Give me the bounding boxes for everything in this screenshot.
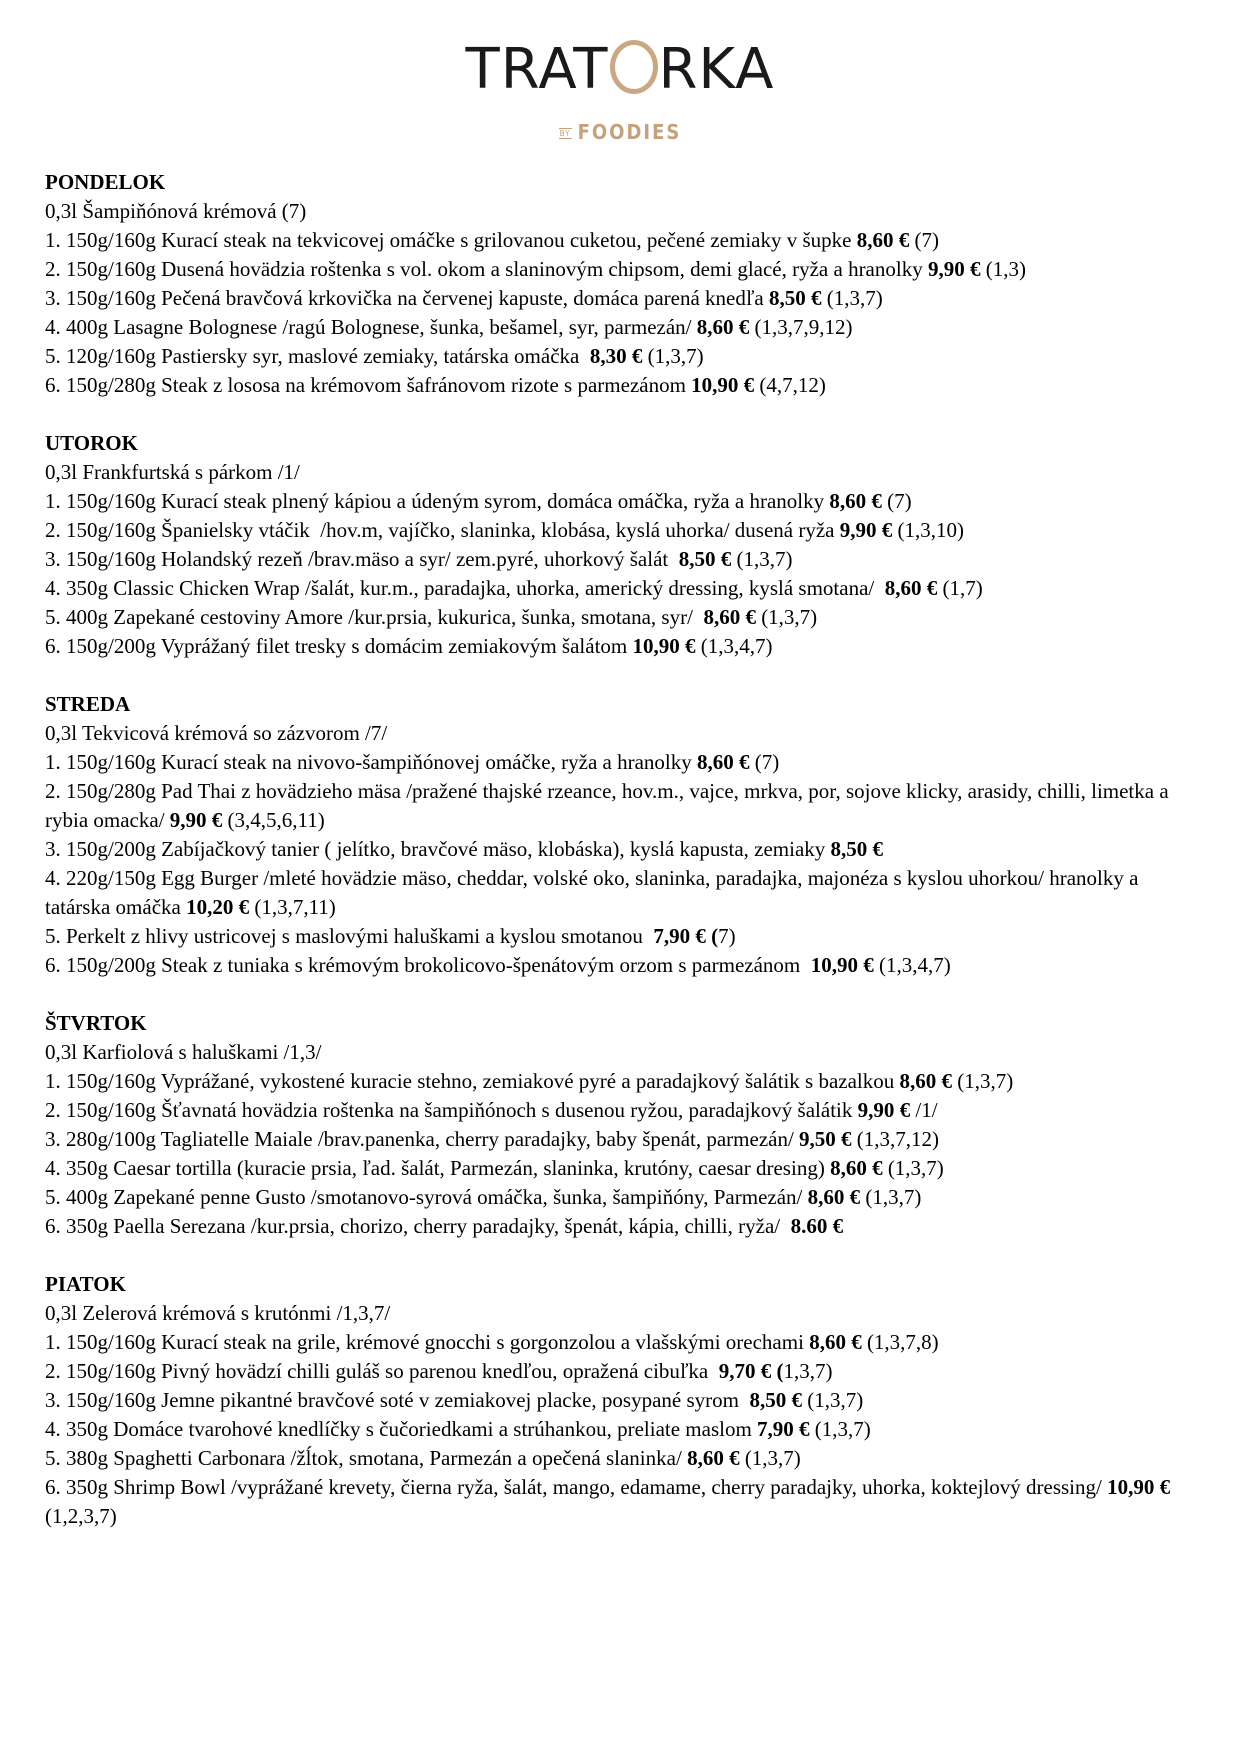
- menu-item: [45, 1183, 1205, 1212]
- menu-item-text: 1. 150g/160g Vyprážané, vykostené kuracie stehno, zemiakové pyré a paradajkový šalátik s bazalkou: [45, 1069, 900, 1093]
- day-title: ŠTVRTOK: [45, 1011, 147, 1035]
- menu-item-allergens: (3,4,5,6,11): [222, 808, 325, 832]
- menu-item-text: 2. 150g/160g Dusená hovädzia roštenka s vol. okom a slaninovým chipsom, demi glacé, ryža a hranolky: [45, 257, 928, 281]
- menu-item-price: 8,60 €: [703, 605, 756, 629]
- brand-left: TRAT: [465, 37, 609, 102]
- menu-item-allergens: (1,3,7,12): [851, 1127, 940, 1151]
- brand-right: RKA: [658, 37, 775, 102]
- menu-item: [45, 864, 1205, 922]
- menu-item: [45, 1125, 1205, 1154]
- menu-item-text: 2. 150g/160g Pivný hovädzí chilli guláš so parenou knedľou, opražená cibuľka: [45, 1359, 719, 1383]
- menu-item-price: 8,60 €: [687, 1446, 740, 1470]
- menu-item-text: 6. 150g/200g Steak z tuniaka s krémovým brokolicovo-špenátovým orzom s parmezánom: [45, 953, 811, 977]
- menu-item-text: 3. 150g/160g Pečená bravčová krkovička na červenej kapuste, domáca parená knedľa: [45, 286, 769, 310]
- soup-line: 0,3l Šampiňónová krémová (7): [45, 199, 307, 223]
- menu-item-allergens: (1,3,7): [755, 605, 818, 629]
- menu-item-allergens: (1,3,7,9,12): [749, 315, 853, 339]
- menu-item-allergens: (1,3,7,11): [249, 895, 336, 919]
- day-section: [45, 690, 1205, 980]
- menu-item-price: 9,90 €: [927, 257, 981, 281]
- menu-item-text: 2. 150g/160g Šťavnatá hovädzia roštenka na šampiňónoch s dusenou ryžou, paradajkový šalátik: [45, 1098, 858, 1122]
- soup-line: 0,3l Tekvicová krémová so zázvorom /7/: [45, 721, 388, 745]
- menu-item-allergens: (1,3,10): [892, 518, 964, 542]
- menu-item: [45, 1357, 1205, 1386]
- menu-item: [45, 1067, 1205, 1096]
- menu-item-allergens: (1,7): [937, 576, 983, 600]
- menu-item-allergens: (1,3,7): [801, 1388, 864, 1412]
- brand-subtitle: [0, 120, 1240, 144]
- soup-line: 0,3l Zelerová krémová s krutónmi /1,3,7/: [45, 1301, 391, 1325]
- menu-item: [45, 1096, 1205, 1125]
- menu-item: [45, 1386, 1205, 1415]
- menu-item-allergens: (7): [749, 750, 780, 774]
- menu-item-price: 7,90 € (: [653, 924, 719, 948]
- menu-item-price: 9,50 €: [799, 1127, 852, 1151]
- menu-item: [45, 603, 1205, 632]
- menu-item: [45, 1473, 1205, 1531]
- day-title: PIATOK: [45, 1272, 126, 1296]
- soup-line: 0,3l Karfiolová s haluškami /1,3/: [45, 1040, 322, 1064]
- menu-item: [45, 371, 1205, 400]
- menu-item-allergens: (7): [881, 489, 912, 513]
- day-section: [45, 168, 1205, 400]
- logo: [0, 38, 1240, 144]
- day-title: UTOROK: [45, 431, 138, 455]
- menu-item: [45, 632, 1205, 661]
- menu-item-price: 8,60 €: [899, 1069, 952, 1093]
- menu-item: [45, 922, 1205, 951]
- brand-o-ring: [610, 40, 658, 94]
- menu-item: [45, 1154, 1205, 1183]
- menu-item-allergens: (1,3,7): [821, 286, 883, 310]
- menu-item: [45, 255, 1205, 284]
- menu-item-allergens: (1,3,4,7): [873, 953, 951, 977]
- menu-item: [45, 516, 1205, 545]
- menu-item-text: 6. 350g Paella Serezana /kur.prsia, chorizo, cherry paradajky, špenát, kápia, chilli, ryža/: [45, 1214, 791, 1238]
- menu-item-price: 9,90 €: [839, 518, 893, 542]
- menu-item-price: 9,90 €: [169, 808, 223, 832]
- menu-item-text: 5. 120g/160g Pastiersky syr, maslové zemiaky, tatárska omáčka: [45, 344, 590, 368]
- menu-item-text: 1. 150g/160g Kurací steak na tekvicovej omáčke s grilovanou cuketou, pečené zemiaky v šupke: [45, 228, 857, 252]
- menu-item: [45, 1328, 1205, 1357]
- menu-item-text: 4. 400g Lasagne Bolognese /ragú Bolognese, šunka, bešamel, syr, parmezán/: [45, 315, 697, 339]
- menu-item-text: 4. 350g Domáce tvarohové knedlíčky s čučoriedkami a strúhankou, preliate maslom: [45, 1417, 758, 1441]
- menu-item-price: 8,60 €: [829, 489, 882, 513]
- menu-item: [45, 1212, 1205, 1241]
- menu-item: [45, 748, 1205, 777]
- menu-item: [45, 545, 1205, 574]
- menu-item-price: 8,60 €: [696, 315, 750, 339]
- menu-item-text: 5. 400g Zapekané penne Gusto /smotanovo-syrová omáčka, šunka, šampiňóny, Parmezán/: [45, 1185, 808, 1209]
- menu-item: [45, 313, 1205, 342]
- menu-item-price: 8,30 €: [589, 344, 643, 368]
- day-section: [45, 1009, 1205, 1241]
- brand-wordmark: [466, 38, 775, 102]
- menu-item-price: 8,60 €: [884, 576, 938, 600]
- menu-item-allergens: (1,2,3,7): [45, 1475, 1176, 1528]
- menu-item-text: 6. 350g Shrimp Bowl /vyprážané krevety, čierna ryža, šalát, mango, edamame, cherry paradajky, uhorka, koktejlový dressing/: [45, 1475, 1108, 1499]
- menu-item: [45, 951, 1205, 980]
- menu-item-price: 10,90 €: [691, 373, 755, 397]
- menu-item: [45, 777, 1205, 835]
- menu-item-price: 8,50 €: [830, 837, 884, 861]
- menu-item: [45, 342, 1205, 371]
- menu-item-text: 2. 150g/280g Pad Thai z hovädzieho mäsa /pražené thajské rzeance, hov.m., vajce, mrkva, por, sojove klicky, arasidy, chilli, limetka a rybia omacka/: [45, 779, 1174, 832]
- menu-item-text: 3. 280g/100g Tagliatelle Maiale /brav.panenka, cherry paradajky, baby špenát, parmezán/: [45, 1127, 800, 1151]
- soup-line: 0,3l Frankfurtská s párkom /1/: [45, 460, 300, 484]
- menu-item-allergens: (1,3,7): [642, 344, 704, 368]
- menu-item-price: 8,60 €: [807, 1185, 861, 1209]
- menu-item-allergens: (1,3): [980, 257, 1026, 281]
- menu-item-allergens: 1,3,7): [783, 1359, 833, 1383]
- menu-item: [45, 1444, 1205, 1473]
- day-title: PONDELOK: [45, 170, 166, 194]
- menu-item-allergens: (1,3,7): [809, 1417, 871, 1441]
- menu-item-allergens: (1,3,7): [952, 1069, 1014, 1093]
- weekly-menu: [45, 168, 1205, 1560]
- menu-item-price: 8,60 €: [856, 228, 910, 252]
- brand-by: BY: [559, 129, 571, 138]
- menu-item-price: 8,60 €: [809, 1330, 862, 1354]
- menu-item-text: 3. 150g/160g Holandský rezeň /brav.mäso a syr/ zem.pyré, uhorkový šalát: [45, 547, 679, 571]
- menu-item: [45, 1415, 1205, 1444]
- brand-foodies: FOODIES: [577, 120, 682, 144]
- menu-item-allergens: (1,3,7): [860, 1185, 922, 1209]
- menu-item-price: 8,50 €: [768, 286, 822, 310]
- day-title: STREDA: [45, 692, 131, 716]
- menu-item-allergens: (1,3,7,8): [861, 1330, 939, 1354]
- menu-item-price: 8,60 €: [830, 1156, 883, 1180]
- menu-item-text: 6. 150g/280g Steak z lososa na krémovom šafránovom rizote s parmezánom: [45, 373, 692, 397]
- menu-item-price: 7,90 €: [757, 1417, 810, 1441]
- menu-item-text: 4. 350g Classic Chicken Wrap /šalát, kur.m., paradajka, uhorka, americký dressing, kyslá smotana/: [45, 576, 885, 600]
- menu-item-text: 2. 150g/160g Španielsky vtáčik /hov.m, vajíčko, slaninka, klobása, kyslá uhorka/ dusená ryža: [45, 518, 840, 542]
- menu-item-price: 8.60 €: [790, 1214, 844, 1238]
- menu-item-price: 10,90 €: [810, 953, 874, 977]
- menu-item: [45, 226, 1205, 255]
- menu-item-text: 5. 400g Zapekané cestoviny Amore /kur.prsia, kukurica, šunka, smotana, syr/: [45, 605, 704, 629]
- menu-item-allergens: /1/: [910, 1098, 938, 1122]
- menu-item-price: 8,60 €: [696, 750, 750, 774]
- menu-item: [45, 284, 1205, 313]
- menu-item-allergens: (1,3,4,7): [695, 634, 773, 658]
- menu-item-text: 1. 150g/160g Kurací steak na grile, krémové gnocchi s gorgonzolou a vlašskými orechami: [45, 1330, 810, 1354]
- day-section: [45, 429, 1205, 661]
- menu-item-allergens: (1,3,7): [739, 1446, 801, 1470]
- menu-item-text: 4. 350g Caesar tortilla (kuracie prsia, ľad. šalát, Parmezán, slaninka, krutóny, caesar dresing): [45, 1156, 831, 1180]
- menu-item-text: 5. 380g Spaghetti Carbonara /žĺtok, smotana, Parmezán a opečená slaninka/: [45, 1446, 688, 1470]
- menu-item-text: 6. 150g/200g Vyprážaný filet tresky s domácim zemiakovým šalátom: [45, 634, 633, 658]
- menu-item-allergens: (7): [909, 228, 939, 252]
- menu-item-text: 3. 150g/160g Jemne pikantné bravčové soté v zemiakovej placke, posypané syrom: [45, 1388, 750, 1412]
- menu-item-text: 4. 220g/150g Egg Burger /mleté hovädzie mäso, cheddar, volské oko, slaninka, paradajka, majonéza s kyslou uhorkou/ hranolky a tatárska omáčka: [45, 866, 1144, 919]
- day-section: [45, 1270, 1205, 1531]
- menu-item-price: 10,90 €: [632, 634, 696, 658]
- menu-item-allergens: 7): [718, 924, 736, 948]
- menu-item-price: 9,90 €: [857, 1098, 911, 1122]
- menu-item-text: 1. 150g/160g Kurací steak na nivovo-šampiňónovej omáčke, ryža a hranolky: [45, 750, 697, 774]
- menu-item-allergens: (1,3,7): [882, 1156, 944, 1180]
- menu-item-price: 10,90 €: [1107, 1475, 1171, 1499]
- menu-item-price: 10,20 €: [186, 895, 250, 919]
- menu-item: [45, 487, 1205, 516]
- menu-item-price: 9,70 € (: [718, 1359, 784, 1383]
- menu-item-text: 3. 150g/200g Zabíjačkový tanier ( jelítko, bravčové mäso, klobáska), kyslá kapusta, zemiaky: [45, 837, 831, 861]
- menu-item-allergens: (4,7,12): [754, 373, 826, 397]
- menu-item: [45, 574, 1205, 603]
- menu-item-price: 8,50 €: [678, 547, 732, 571]
- menu-item-price: 8,50 €: [749, 1388, 802, 1412]
- menu-item-text: 5. Perkelt z hlivy ustricovej s maslovými haluškami a kyslou smotanou: [45, 924, 654, 948]
- menu-item-allergens: (1,3,7): [731, 547, 793, 571]
- menu-item-text: 1. 150g/160g Kurací steak plnený kápiou a údeným syrom, domáca omáčka, ryža a hranolky: [45, 489, 830, 513]
- menu-item: [45, 835, 1205, 864]
